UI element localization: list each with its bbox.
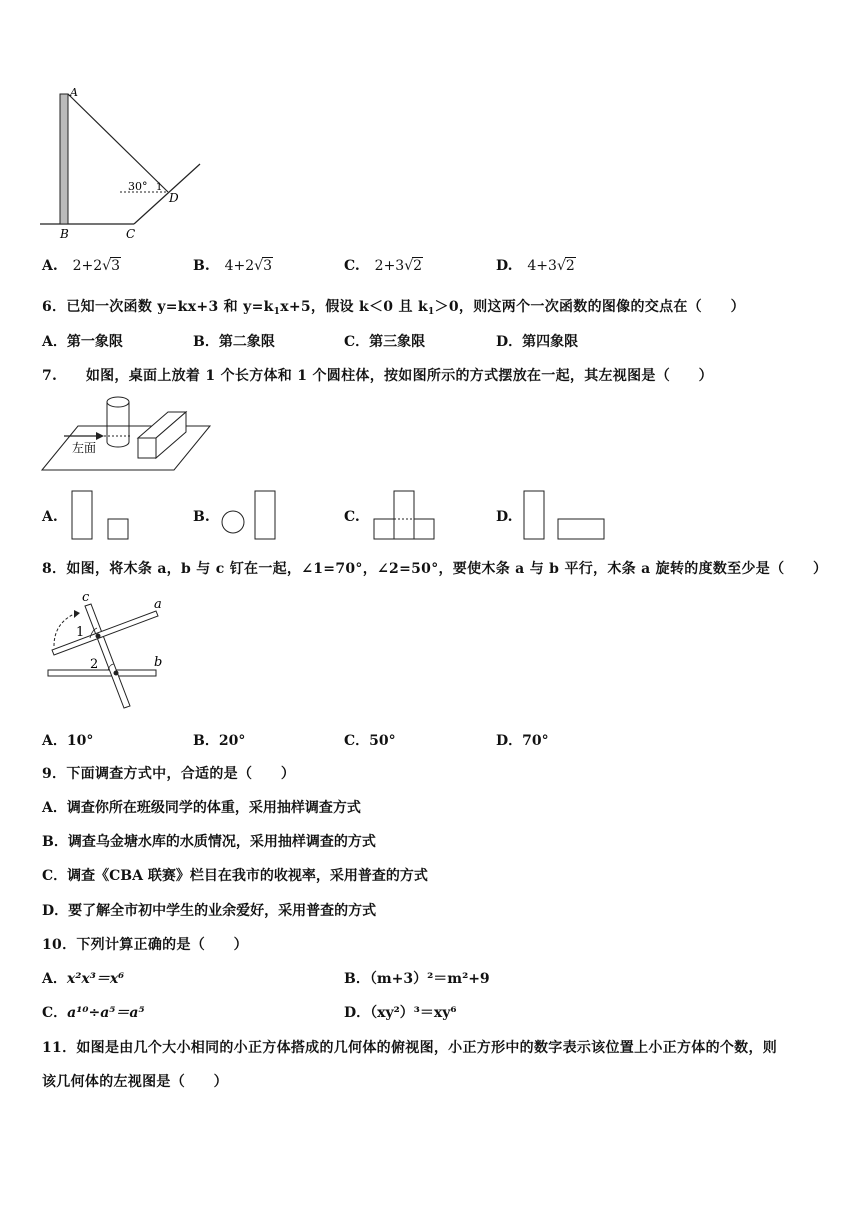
stick-c xyxy=(85,604,130,708)
q10-option-a[interactable]: A．x²x³＝x⁶ xyxy=(42,971,125,987)
q6-option-d[interactable]: D．第四象限 xyxy=(496,334,579,350)
ray-line xyxy=(68,94,168,192)
q7-stem: 7. 如图，桌面上放着 1 个长方体和 1 个圆柱体，按如图所示的方式摆放在一起，其左视图是（ ） xyxy=(42,368,713,384)
q9-option-b[interactable]: B．调查乌金塘水库的水质情况，采用抽样调查的方式 xyxy=(42,834,376,850)
q11-stem-line1: 11．如图是由几个大小相同的小正方体搭成的几何体的俯视图，小正方形中的数字表示该位置上小正方体的个数，则 xyxy=(42,1040,778,1056)
sqrt-symbol: √3 xyxy=(254,258,272,274)
label-b: b xyxy=(154,655,163,670)
label-angle: 30° xyxy=(128,180,148,193)
q6-stem: 6．已知一次函数 y=kx+3 和 $y=k_1x+5$，假设 k＜0 且 $k_1>0$，则这两个一次函数的图像的交点在（ ） xyxy=(42,299,745,317)
q8-option-b[interactable]: B．20° xyxy=(193,733,246,749)
q10-option-d[interactable]: D．（xy²）³＝xy⁶ xyxy=(344,1005,457,1021)
q7-option-a[interactable]: A. xyxy=(42,509,58,525)
sqrt-symbol: √3 xyxy=(102,258,121,274)
label-A: A xyxy=(70,86,78,99)
q6-option-c[interactable]: C．第三象限 xyxy=(344,334,426,350)
q8-stem: 8．如图，将木条 a，b 与 c 钉在一起，∠1=70°，∠2=50°，要使木条 a 与 b 平行，木条 a 旋转的度数至少是（ ） xyxy=(42,561,828,577)
q8-figure xyxy=(40,588,170,714)
rotation-arrow xyxy=(54,614,74,646)
q7-option-b-figure xyxy=(219,489,283,543)
label-1: 1 xyxy=(156,182,163,193)
q7-option-b[interactable]: B. xyxy=(193,509,210,525)
pole xyxy=(60,94,68,224)
q5-option-c[interactable]: C. 2+3√2 xyxy=(344,258,423,274)
q7-option-c[interactable]: C. xyxy=(344,509,360,525)
q7-option-d[interactable]: D. xyxy=(496,509,513,525)
stick-b xyxy=(48,670,156,676)
q10-option-c[interactable]: C．a¹⁰÷a⁵＝a⁵ xyxy=(42,1005,145,1021)
slope-line xyxy=(134,164,200,224)
q9-stem: 9．下面调查方式中，合适的是（ ） xyxy=(42,766,296,782)
q7-option-a-figure xyxy=(68,489,132,543)
q9-option-a[interactable]: A．调查你所在班级同学的体重，采用抽样调查方式 xyxy=(42,800,361,816)
q7-option-c-figure xyxy=(370,489,440,543)
cylinder-top xyxy=(107,397,129,407)
q5-option-a[interactable]: A. 2+2√3 xyxy=(42,258,121,274)
q7-figure xyxy=(40,392,215,474)
q7-option-d-figure xyxy=(522,489,612,543)
label-D: D xyxy=(169,191,179,205)
sqrt-symbol: √2 xyxy=(556,258,575,274)
left-face-label: 左面 xyxy=(72,441,97,455)
q10-option-b[interactable]: B．（m+3）²＝m²+9 xyxy=(344,971,490,987)
q5-option-b[interactable]: B. 4+2√3 xyxy=(193,258,272,274)
q8-option-c[interactable]: C．50° xyxy=(344,733,396,749)
q8-option-a[interactable]: A．10° xyxy=(42,733,94,749)
q6-option-a[interactable]: A．第一象限 xyxy=(42,334,123,350)
label-c: c xyxy=(82,590,90,605)
q10-stem: 10．下列计算正确的是（ ） xyxy=(42,937,248,953)
q9-option-c[interactable]: C．调查《CBA 联赛》栏目在我市的收视率，采用普查的方式 xyxy=(42,868,428,884)
q5-figure xyxy=(38,86,208,242)
q5-option-d[interactable]: D. 4+3√2 xyxy=(496,258,575,274)
label-C: C xyxy=(126,227,136,241)
label-B: B xyxy=(60,227,69,241)
arrow-head xyxy=(96,432,104,440)
label-1: 1 xyxy=(76,625,85,640)
label-a: a xyxy=(154,597,162,612)
q9-option-d[interactable]: D．要了解全市初中学生的业余爱好，采用普查的方式 xyxy=(42,903,377,919)
label-2: 2 xyxy=(90,657,99,672)
q11-stem-line2: 该几何体的左视图是（ ） xyxy=(42,1074,228,1090)
q8-option-d[interactable]: D．70° xyxy=(496,733,549,749)
q6-option-b[interactable]: B．第二象限 xyxy=(193,334,275,350)
sqrt-symbol: √2 xyxy=(404,258,423,274)
